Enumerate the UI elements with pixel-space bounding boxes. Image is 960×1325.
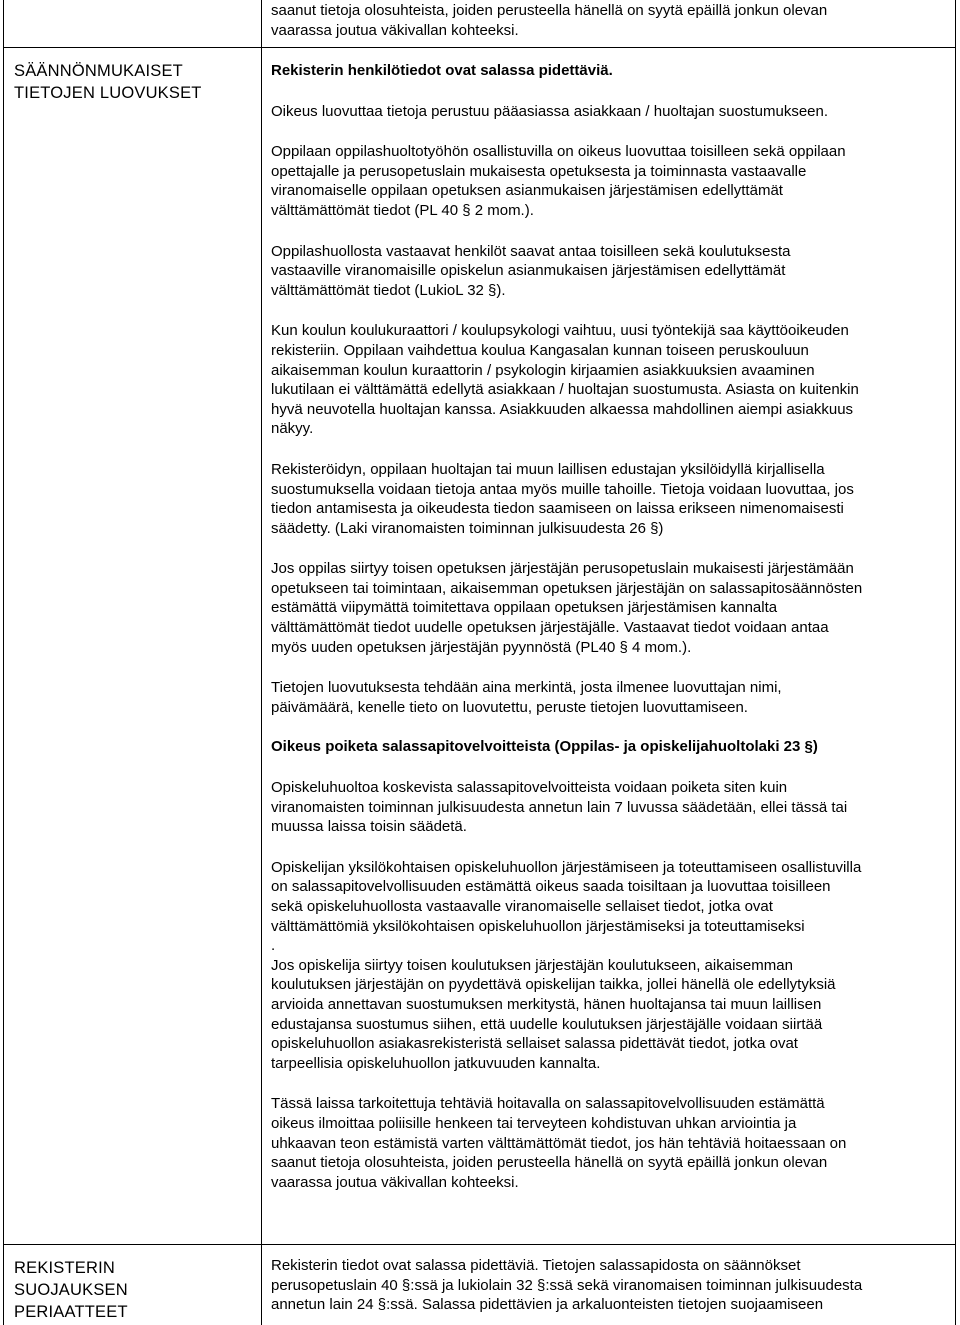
paragraph-confidential: Rekisterin henkilötiedot ovat salassa pidettäviä. — [271, 62, 613, 79]
table-column-divider — [261, 0, 262, 1325]
table-border-right — [955, 0, 956, 1325]
subheading-confidentiality-exception: Oikeus poiketa salassapitovelvoitteista (Oppilas- ja opiskelijahuoltolaki 23 §) — [271, 738, 818, 756]
paragraph-access-rights: Kun koulun koulukuraattori / koulupsykologi vaihtuu, uusi työntekijä saa käyttöoikeuden rekisteriin. Oppilaan vaihdettua koulua Kangasalan kunnan toiseen peruskouluun aikaisemman koulun kuraattorin / psykologin kirjaamien asiakkuuksien avaaminen lukutilaan ei välttämättä edellytä asiakkaan / huoltajan suostumusta. Asiasta on kuitenkin hyvä neuvotella huoltajan kanssa. Asiakkuuden alkaessa mahdollinen aiempi asiakkuus näkyy. — [271, 322, 859, 438]
paragraph-pupil-welfare: Oppilaan oppilashuoltotyöhön osallistuvilla on oikeus luovuttaa toisilleen sekä oppilaan opettajalle ja perusopetuslain mukaisesta opetuksesta ja toiminnasta vastaavalle viranomaiselle oppilaan opetuksen asianmukaisen järjestämisen edellyttämät välttämättömät tiedot (PL 40 § 2 mom.). — [271, 143, 846, 219]
paragraph-consent: Oikeus luovuttaa tietoja perustuu pääasiassa asiakkaan / huoltajan suostumukseen. — [271, 102, 829, 120]
continuation-text-cell — [271, 1, 951, 40]
protection-content-cell — [271, 1256, 951, 1315]
table-border-left — [3, 0, 4, 1325]
paragraph-protection: Rekisterin tiedot ovat salassa pidettäviä. Tietojen salassapidosta on säännökset perusopetuslain 40 §:ssä ja lukiolain 32 §:ssä sekä viranomaisen toiminnan julkisuudesta annetun lain 24 §:ssä. Salassa pidettävien ja arkaluonteisten tietojen suojaamiseen — [271, 1257, 863, 1314]
table-row-divider — [3, 47, 956, 48]
paragraph-individual-welfare: Opiskelijan yksilökohtaisen opiskeluhuollon järjestämiseen ja toteuttamiseen osallistuvilla on salassapitovelvollisuuden estämättä oikeus saada toisiltaan ja luovuttaa toisilleen sekä opiskeluhuollosta vastaavalle viranomaiselle sellaiset tiedot, jotka ovat välttämättömiä yksilökohtaisen opiskeluhuollon järjestämiseksi ja toteuttamiseksi . Jos opiskelija siirtyy toisen koulutuksen järjestäjän koulutukseen, aikaisemman koulutuksen järjestäjän on pyydettävä opiskelijan taikka, jollei hänellä ole edellytyksiä arvioida annettavan suostumuksen merkitystä, hänen huoltajansa tai muun laillisen edustajansa suostumus siihen, että uudelle koulutuksen järjestäjälle voidaan siirtää opiskeluhuollon asiakasrekisteristä sellaiset salassa pidettävät tiedot, jotka ovat tarpeellisia opiskeluhuollon jatkuvuuden kannalta. — [271, 858, 862, 1072]
section-heading-disclosures: SÄÄNNÖNMUKAISET TIETOJEN LUOVUKSET — [14, 62, 202, 102]
continuation-paragraph: saanut tietoja olosuhteista, joiden perusteella hänellä on syytä epäillä jonkun olevan vaarassa joutua väkivallan kohteeksi. — [271, 2, 828, 39]
paragraph-police-notification: Tässä laissa tarkoitettuja tehtäviä hoitavalla on salassapitovelvollisuuden estämättä oikeus ilmoittaa poliisille henkeen tai terveyteen kohdistuvan uhkan arviointia ja uhkaavan teon estämistä varten välttämättömät tiedot, jos hän tehtäviä hoitaessaan on saanut tietoja olosuhteista, joiden perusteella hänellä on syytä epäillä jonkun olevan vaarassa joutua väkivallan kohteeksi. — [271, 1095, 847, 1191]
paragraph-disclosure-record: Tietojen luovutuksesta tehdään aina merkintä, josta ilmenee luovuttajan nimi, päivämäärä, kenelle tieto on luovutettu, peruste tietojen luovuttamiseen. — [271, 679, 782, 716]
paragraph-exceptions: Opiskeluhuoltoa koskevista salassapitovelvoitteista voidaan poiketa siten kuin viranomaisten toiminnan julkisuudesta annetun lain 7 luvussa säädetään, ellei tässä tai muussa laissa toisin säädetä. — [271, 779, 848, 836]
section-heading-protection: REKISTERIN SUOJAUKSEN PERIAATTEET — [14, 1259, 128, 1321]
table-row-divider — [3, 1244, 956, 1245]
paragraph-student-welfare: Oppilashuollosta vastaavat henkilöt saavat antaa toisilleen sekä koulutuksesta vastaaville viranomaisille opiskelun asianmukaisen järjestämisen edellyttämät välttämättömät tiedot (LukioL 32 §). — [271, 242, 791, 299]
paragraph-school-transfer: Jos oppilas siirtyy toisen opetuksen järjestäjän perusopetuslain mukaisesti järjestämään opetukseen tai toimintaan, aikaisemman opetuksen järjestäjän on salassapitosäännösten estämättä viipymättä toimitettava oppilaan opetuksen järjestämisen kannalta välttämättömät tiedot uudelle opetuksen järjestäjälle. Vastaavat tiedot voidaan antaa myös uuden opetuksen järjestäjän pyynnöstä (PL40 § 4 mom.). — [271, 560, 863, 656]
disclosures-content-cell — [271, 61, 951, 1192]
paragraph-written-consent: Rekisteröidyn, oppilaan huoltajan tai muun laillisen edustajan yksilöidyllä kirjallisella suostumuksella voidaan tietoja antaa myös muille tahoille. Tietoja voidaan luovuttaa, jos tiedon antamisesta ja oikeudesta tiedon saamiseen on laissa erikseen nimenomaisesti säädetty. (Laki viranomaisten toiminnan julkisuudesta 26 §) — [271, 460, 854, 537]
